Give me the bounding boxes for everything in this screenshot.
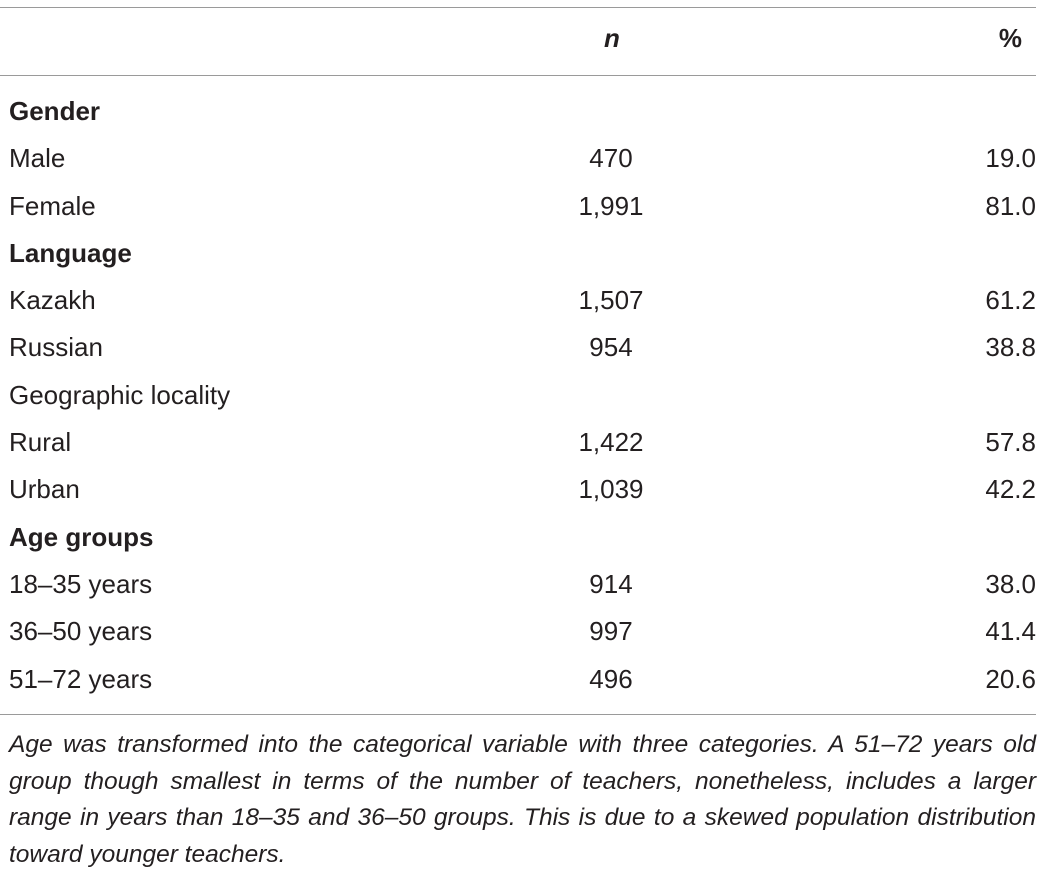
table-top-rule [0, 7, 1036, 8]
count-cell: 496 [589, 663, 633, 694]
table-body [0, 88, 1036, 703]
row-label: Russian [9, 332, 103, 363]
count-cell: 1,507 [578, 285, 644, 316]
column-header-percent: % [998, 23, 1022, 53]
section-header-row [0, 514, 1036, 561]
row-label: Geographic locality [9, 379, 231, 410]
table-row [0, 183, 1036, 230]
section-label: Gender [9, 96, 101, 126]
table-row [0, 656, 1036, 703]
percent-cell [663, 230, 1036, 277]
header-rule [0, 75, 1036, 76]
row-label: 18–35 years [9, 568, 153, 599]
percent-cell: 57.8 [985, 427, 1036, 458]
count-cell [559, 372, 663, 419]
column-header-n: n [604, 23, 620, 53]
count-cell: 1,991 [578, 190, 644, 221]
percent-cell [663, 372, 1036, 419]
count-cell: 1,422 [578, 427, 644, 458]
row-label: Male [9, 143, 66, 174]
table-header-row [0, 23, 1036, 63]
percent-cell: 38.8 [985, 332, 1036, 363]
count-cell: 470 [589, 143, 633, 174]
row-label: Rural [9, 427, 72, 458]
table-row [0, 419, 1036, 466]
table-row [0, 372, 1036, 419]
table-row [0, 277, 1036, 324]
table-row [0, 135, 1036, 182]
percent-cell: 61.2 [985, 285, 1036, 316]
percent-cell [663, 514, 1036, 561]
count-cell: 1,039 [578, 474, 644, 505]
percent-cell: 42.2 [985, 474, 1036, 505]
row-label: Kazakh [9, 285, 96, 316]
percent-cell: 20.6 [985, 663, 1036, 694]
count-cell [559, 88, 663, 135]
row-label: 36–50 years [9, 616, 153, 647]
section-header-row [0, 230, 1036, 277]
section-label: Language [9, 237, 132, 268]
percent-cell: 19.0 [985, 143, 1036, 174]
count-cell: 914 [589, 568, 633, 599]
table-bottom-rule [0, 714, 1036, 715]
row-label: Urban [9, 474, 80, 505]
row-label: 51–72 years [9, 663, 153, 694]
section-label: Age groups [9, 521, 154, 552]
table-footnote: Age was transformed into the categorical variable with three categories. A 51–72 years old group though smallest in terms of the number of teachers, nonetheless, includes a larger range in years than 18–35 and 36–50 groups. This is due to a skewed population distribution toward younger teachers. [9, 731, 1036, 868]
row-label: Female [9, 190, 96, 221]
table-row [0, 324, 1036, 371]
percent-cell: 81.0 [985, 190, 1036, 221]
table-row [0, 561, 1036, 608]
percent-cell: 38.0 [985, 568, 1036, 599]
count-cell [559, 230, 663, 277]
percent-cell [663, 88, 1036, 135]
table-row [0, 466, 1036, 513]
table-row [0, 608, 1036, 655]
count-cell [559, 514, 663, 561]
count-cell: 997 [589, 616, 633, 647]
count-cell: 954 [589, 332, 633, 363]
percent-cell: 41.4 [985, 616, 1036, 647]
section-header-row [0, 88, 1036, 135]
